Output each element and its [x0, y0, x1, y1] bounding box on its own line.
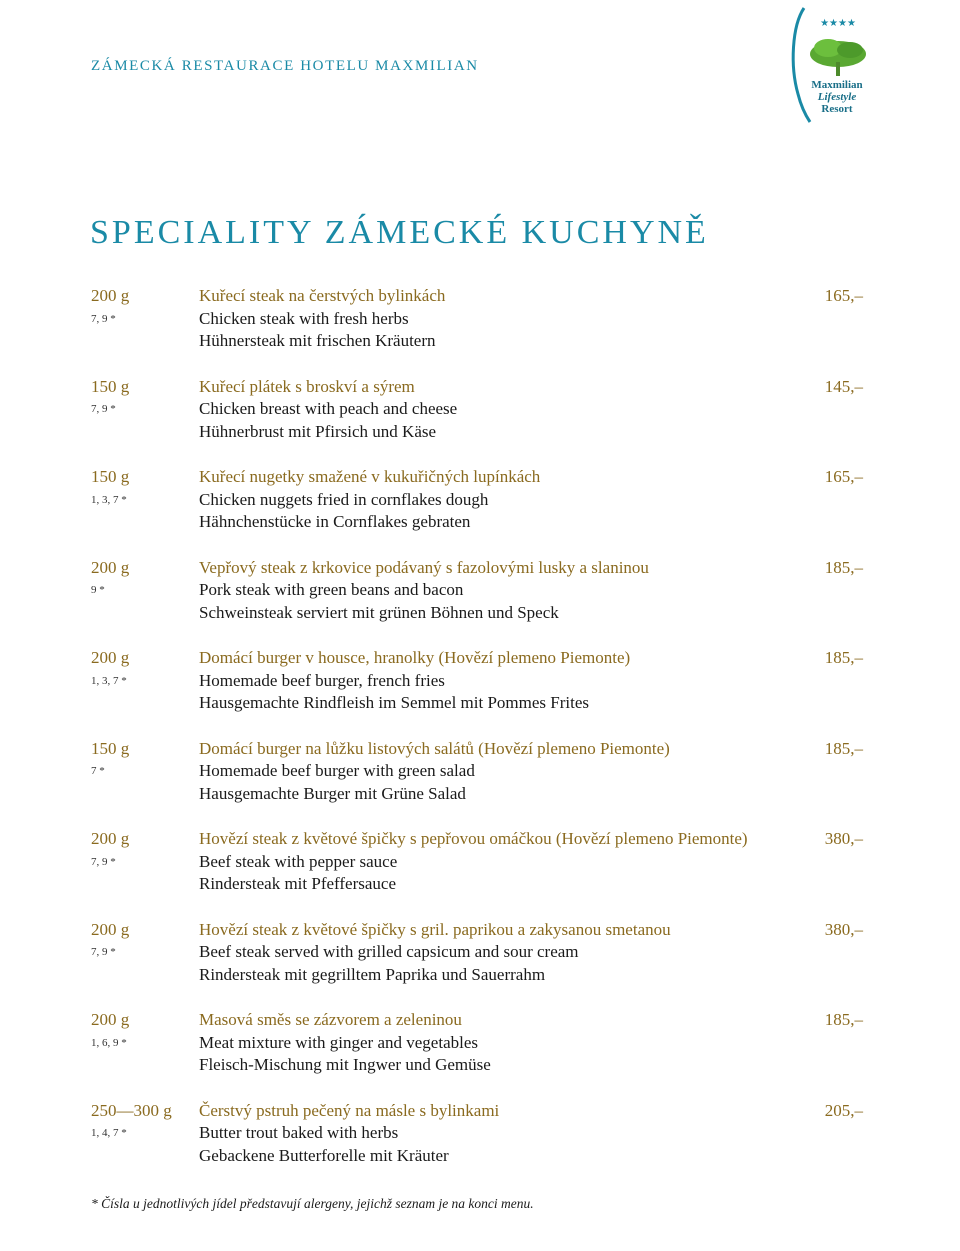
item-quantity: 200 g	[91, 1010, 130, 1029]
item-price: 205,–	[824, 1100, 863, 1120]
item-quantity: 200 g	[91, 557, 130, 577]
item-name-de: Rindersteak mit Pfeffersauce	[199, 874, 397, 894]
item-name-en: Butter trout baked with herbs	[199, 1123, 399, 1143]
item-price: 165,–	[824, 467, 863, 486]
logo-line-3: Resort	[821, 103, 853, 115]
item-name-cz: Kuřecí nugetky smažené v kukuřičných lupínkách	[199, 467, 541, 486]
item-name-de: Gebackene Butterforelle mit Kräuter	[199, 1145, 449, 1165]
item-name-de: Hühnerbrust mit Pfirsich und Käse	[199, 421, 437, 441]
item-quantity: 150 g	[91, 467, 130, 486]
item-name-en: Chicken nuggets fried in cornflakes dough	[199, 489, 489, 509]
item-name-cz: Kuřecí plátek s broskví a sýrem	[199, 376, 415, 396]
item-allergens: 7, 9 *	[91, 312, 116, 325]
item-allergens: 9 *	[91, 584, 105, 597]
item-name-en: Chicken breast with peach and cheese	[199, 399, 458, 419]
item-allergens: 1, 6, 9 *	[91, 1036, 127, 1049]
item-allergens: 7 *	[91, 765, 105, 778]
item-allergens: 7, 9 *	[91, 403, 116, 416]
item-name-de: Hähnchenstücke in Cornflakes gebraten	[199, 512, 471, 532]
item-name-cz: Hovězí steak z květové špičky s gril. paprikou a zakysanou smetanou	[199, 919, 671, 939]
menu-item	[91, 1009, 871, 1100]
restaurant-name: ZÁMECKÁ RESTAURACE HOTELU MAXMILIAN	[91, 58, 479, 74]
item-price: 165,–	[824, 286, 863, 305]
item-name-de: Hühnersteak mit frischen Kräutern	[199, 331, 436, 351]
item-allergens: 7, 9 *	[91, 946, 116, 959]
item-price: 145,–	[824, 376, 863, 396]
item-name-cz: Vepřový steak z krkovice podávaný s fazolovými lusky a slaninou	[199, 557, 649, 577]
tree-icon	[810, 39, 866, 76]
item-allergens: 1, 3, 7 *	[91, 674, 127, 687]
item-quantity: 200 g	[91, 648, 130, 667]
item-allergens: 1, 3, 7 *	[91, 493, 127, 506]
menu-item	[91, 738, 871, 829]
menu-item	[91, 828, 871, 919]
item-name-cz: Masová směs se zázvorem a zeleninou	[199, 1010, 462, 1029]
item-name-cz: Kuřecí steak na čerstvých bylinkách	[199, 286, 446, 305]
item-price: 380,–	[824, 829, 863, 848]
item-price: 380,–	[824, 919, 863, 939]
menu-item	[91, 919, 871, 1010]
item-price: 185,–	[824, 1010, 863, 1029]
menu-item	[91, 1100, 871, 1191]
logo-line-2: Lifestyle	[817, 91, 857, 103]
item-name-en: Homemade beef burger with green salad	[199, 761, 475, 781]
item-name-cz: Domácí burger na lůžku listových salátů (Hovězí plemeno Piemonte)	[199, 738, 670, 758]
item-price: 185,–	[824, 557, 863, 577]
item-quantity: 200 g	[91, 286, 130, 305]
menu-item	[91, 376, 871, 467]
item-name-en: Pork steak with green beans and bacon	[199, 580, 464, 600]
logo-stars: ★★★★	[820, 18, 856, 29]
item-price: 185,–	[824, 648, 863, 667]
menu-item	[91, 647, 871, 738]
item-name-de: Rindersteak mit gegrilltem Paprika und Sauerrahm	[199, 964, 546, 984]
item-name-en: Homemade beef burger, french fries	[199, 670, 445, 690]
item-price: 185,–	[824, 738, 863, 758]
item-quantity: 150 g	[91, 376, 130, 396]
item-name-en: Beef steak with pepper sauce	[199, 851, 398, 871]
item-quantity: 200 g	[91, 919, 130, 939]
section-title: SPECIALITY ZÁMECKÉ KUCHYNĚ	[90, 214, 709, 251]
menu-item	[91, 466, 871, 557]
item-name-de: Hausgemachte Burger mit Grüne Salad	[199, 783, 466, 803]
hotel-logo	[788, 6, 888, 124]
item-name-en: Meat mixture with ginger and vegetables	[199, 1032, 478, 1052]
item-name-cz: Čerstvý pstruh pečený na másle s bylinkami	[199, 1100, 500, 1120]
allergen-footnote: * Čísla u jednotlivých jídel představují alergeny, jejichž seznam je na konci menu.	[91, 1196, 534, 1211]
item-name-de: Fleisch-Mischung mit Ingwer und Gemüse	[199, 1055, 491, 1075]
item-allergens: 1, 4, 7 *	[91, 1127, 127, 1140]
item-quantity: 200 g	[91, 829, 130, 848]
menu-item	[91, 557, 871, 648]
item-allergens: 7, 9 *	[91, 855, 116, 868]
menu-items	[91, 285, 871, 1190]
item-quantity: 250—300 g	[91, 1100, 172, 1120]
menu-item	[91, 285, 871, 376]
item-name-de: Hausgemachte Rindfleish im Semmel mit Pommes Frites	[199, 693, 590, 713]
item-name-cz: Hovězí steak z květové špičky s pepřovou omáčkou (Hovězí plemeno Piemonte)	[199, 829, 748, 848]
item-name-cz: Domácí burger v housce, hranolky (Hovězí plemeno Piemonte)	[199, 648, 631, 667]
item-name-en: Beef steak served with grilled capsicum and sour cream	[199, 942, 579, 962]
logo-line-1: Maxmilian	[811, 79, 863, 91]
item-quantity: 150 g	[91, 738, 130, 758]
item-name-de: Schweinsteak serviert mit grünen Böhnen und Speck	[199, 602, 559, 622]
item-name-en: Chicken steak with fresh herbs	[199, 308, 409, 328]
